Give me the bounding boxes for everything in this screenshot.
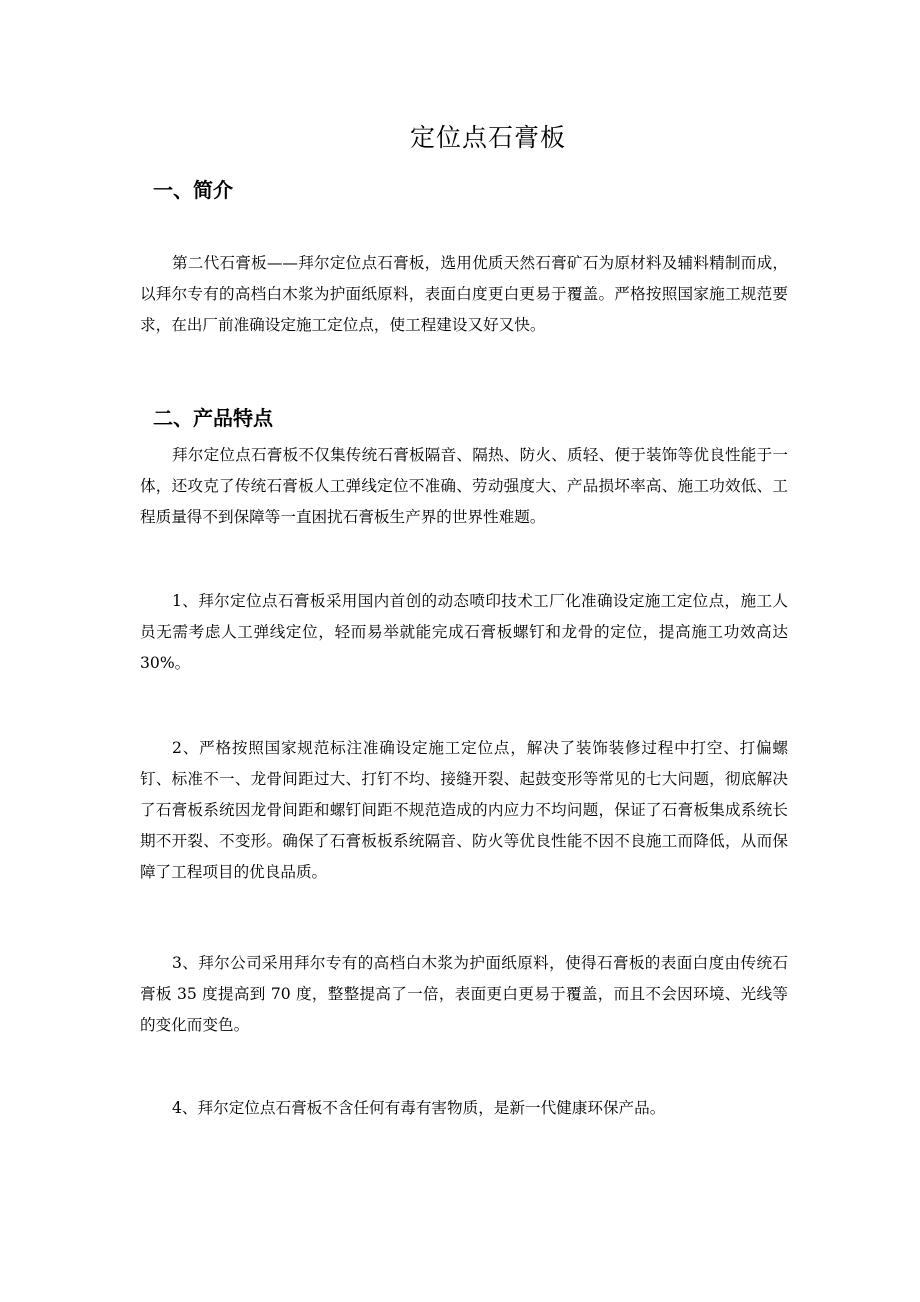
feature-item-4: 4、拜尔定位点石膏板不含任何有毒有害物质，是新一代健康环保产品。 [172, 1099, 666, 1117]
section-heading-intro: 一、简介 [153, 178, 233, 202]
features-paragraph: 拜尔定位点石膏板不仅集传统石膏板隔音、隔热、防火、质轻、便于装饰等优良性能于一体，还攻克了传统石膏板人工弹线定位不准确、劳动强度大、产品损坏率高、施工功效低、工程质量得不到保障等一直困扰石膏板生产界的世界性难题。 [140, 446, 788, 526]
section-heading-features: 二、产品特点 [153, 406, 273, 430]
feature-item-1: 1、拜尔定位点石膏板采用国内首创的动态喷印技术工厂化准确设定施工定位点，施工人员无需考虑人工弹线定位，轻而易举就能完成石膏板螺钉和龙骨的定位，提高施工功效高达 30%。 [140, 592, 788, 672]
document-title: 定位点石膏板 [409, 123, 566, 152]
feature-item-3: 3、拜尔公司采用拜尔专有的高档白木浆为护面纸原料，使得石膏板的表面白度由传统石膏板 35 度提高到 70 度，整整提高了一倍，表面更白更易于覆盖，而且不会因环境、光线等的变化而变色。 [140, 954, 788, 1034]
intro-paragraph: 第二代石膏板——拜尔定位点石膏板，选用优质天然石膏矿石为原材料及辅料精制而成，以拜尔专有的高档白木浆为护面纸原料，表面白度更白更易于覆盖。严格按照国家施工规范要求，在出厂前准确设定施工定位点，使工程建设又好又快。 [140, 254, 788, 334]
feature-item-2: 2、严格按照国家规范标注准确设定施工定位点，解决了装饰装修过程中打空、打偏螺钉、标准不一、龙骨间距过大、打钉不均、接缝开裂、起鼓变形等常见的七大问题，彻底解决了石膏板系统因龙骨间距和螺钉间距不规范造成的内应力不均问题，保证了石膏板集成系统长期不开裂、不变形。确保了石膏板板系统隔音、防火等优良性能不因不良施工而降低，从而保障了工程项目的优良品质。 [140, 739, 788, 881]
